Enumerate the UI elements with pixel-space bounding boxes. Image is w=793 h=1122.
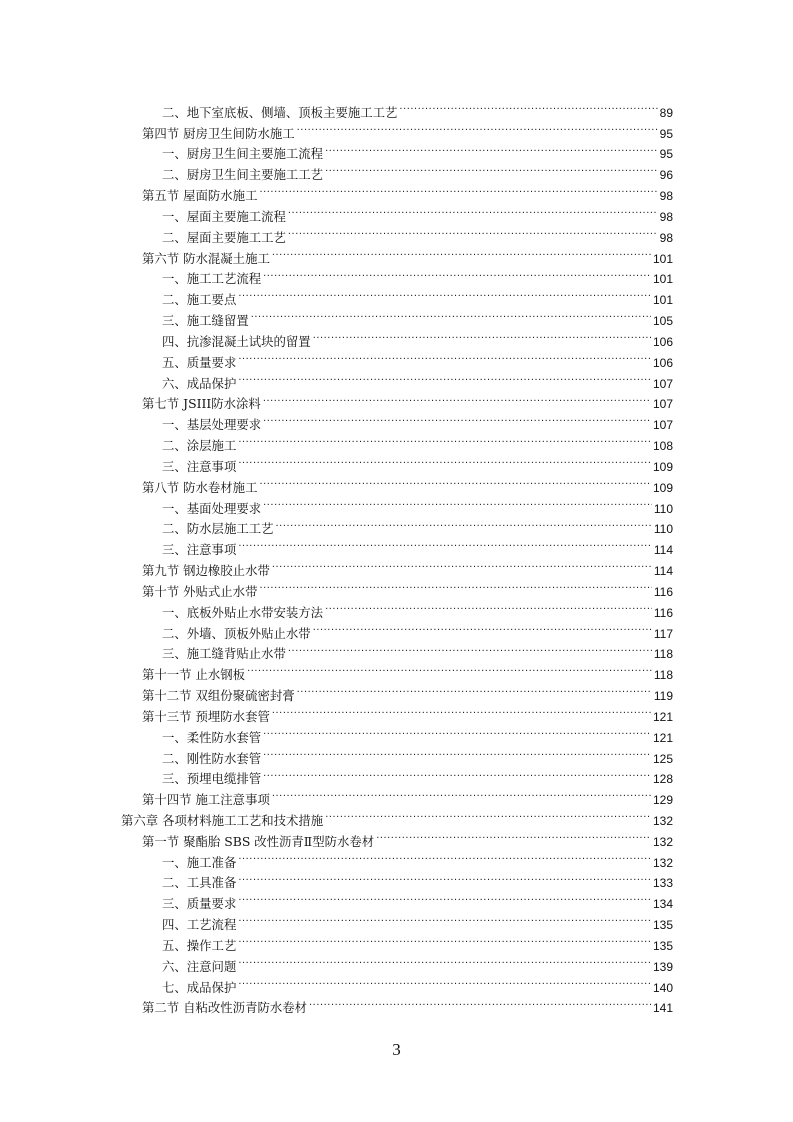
toc-entry-title: 五、质量要求	[162, 354, 237, 370]
toc-entry-page: 114	[653, 543, 673, 558]
toc-leader-dots	[263, 408, 651, 429]
toc-leader-dots	[238, 283, 651, 304]
toc-leader-dots	[309, 992, 651, 1013]
toc-leader-dots	[238, 929, 651, 950]
toc-entry-title: 二、工具准备	[162, 875, 237, 891]
toc-entry-title: 四、抗渗混凝土试块的留置	[162, 333, 311, 349]
toc-leader-dots	[238, 846, 651, 867]
toc-entry[interactable]	[0, 658, 793, 683]
toc-entry-title: 三、施工缝留置	[162, 313, 249, 329]
toc-entry-title: 第九节 钢边橡胶止水带	[142, 563, 270, 579]
toc-entry-page: 139	[652, 959, 673, 974]
toc-leader-dots	[238, 429, 651, 450]
toc-entry-page: 117	[653, 626, 673, 641]
toc-leader-dots	[238, 887, 651, 908]
toc-entry-page: 96	[659, 168, 673, 183]
toc-entry[interactable]	[0, 221, 793, 245]
toc-entry[interactable]	[0, 554, 793, 579]
toc-entry-title: 五、操作工艺	[162, 937, 237, 953]
toc-leader-dots	[263, 742, 651, 763]
toc-entry-page: 118	[653, 668, 673, 683]
toc-entry-title: 一、屋面主要施工流程	[162, 208, 286, 224]
toc-entry[interactable]	[0, 471, 793, 495]
toc-leader-dots	[325, 596, 652, 617]
toc-entry-page: 114	[653, 564, 673, 579]
toc-entry-title: 四、工艺流程	[162, 917, 237, 933]
toc-entry-page: 89	[659, 105, 673, 120]
toc-entry[interactable]	[0, 450, 793, 474]
toc-entry-page: 121	[652, 709, 673, 724]
toc-entry-page: 109	[652, 480, 673, 495]
toc-entry-page: 109	[652, 459, 673, 474]
toc-entry[interactable]	[0, 325, 793, 349]
toc-entry-page: 125	[652, 751, 673, 766]
toc-entry[interactable]	[0, 763, 793, 787]
toc-leader-dots	[376, 825, 651, 846]
toc-entry-page: 118	[653, 647, 673, 662]
toc-entry-title: 第二节 自粘改性沥青防水卷材	[142, 1000, 308, 1016]
toc-entry-title: 三、质量要求	[162, 896, 237, 912]
toc-leader-dots	[263, 763, 651, 784]
toc-entry-page: 135	[652, 918, 673, 933]
toc-leader-dots	[399, 96, 657, 117]
toc-entry-page: 140	[652, 980, 673, 995]
toc-entry-page: 101	[652, 272, 673, 287]
toc-entry-page: 119	[653, 689, 673, 704]
toc-leader-dots	[238, 367, 651, 388]
toc-entry-page: 95	[659, 126, 673, 141]
toc-entry-line	[142, 992, 673, 1020]
toc-leader-dots	[263, 492, 652, 513]
toc-leader-dots	[238, 867, 651, 888]
toc-entry-title: 二、外墙、顶板外贴止水带	[162, 625, 311, 641]
toc-entry-page: 110	[653, 522, 673, 537]
toc-entry[interactable]	[0, 679, 793, 704]
toc-entry-page: 107	[652, 418, 673, 433]
toc-leader-dots	[259, 471, 651, 492]
toc-leader-dots	[325, 158, 658, 179]
toc-entry-page: 107	[652, 397, 673, 412]
toc-entry-title: 第六节 防水混凝土施工	[142, 250, 270, 266]
toc-entry-title: 六、注意问题	[162, 958, 237, 974]
toc-entry-page: 101	[652, 251, 673, 266]
toc-entry-page: 133	[652, 876, 673, 891]
toc-entry[interactable]	[0, 596, 793, 620]
toc-entry[interactable]	[0, 96, 793, 120]
toc-entry-page: 106	[652, 334, 673, 349]
toc-entry-title: 二、涂层施工	[162, 438, 237, 454]
toc-leader-dots	[272, 242, 651, 263]
toc-entry[interactable]	[0, 887, 793, 912]
toc-entry-title: 二、刚性防水套管	[162, 750, 262, 766]
toc-entry-page: 134	[652, 897, 673, 912]
toc-entry[interactable]	[0, 804, 793, 828]
toc-entry[interactable]	[0, 992, 793, 1016]
page-number: 3	[392, 1040, 401, 1059]
toc-entry-title: 第四节 厨房卫生间防水施工	[142, 125, 295, 141]
toc-entry-title: 第一节 聚酯胎 SBS 改性沥青Ⅱ型防水卷材	[142, 833, 375, 849]
toc-leader-dots	[263, 388, 651, 409]
toc-entry[interactable]	[0, 429, 793, 454]
toc-entry[interactable]	[0, 846, 793, 870]
toc-leader-dots	[259, 575, 651, 596]
toc-entry-title: 二、施工要点	[162, 292, 237, 308]
toc-entry-page: 132	[652, 813, 673, 828]
toc-leader-dots	[297, 679, 652, 700]
toc-entry[interactable]	[0, 138, 793, 162]
toc-entry-title: 六、成品保护	[162, 375, 237, 391]
toc-entry[interactable]	[0, 283, 793, 308]
toc-entry-title: 第八节 防水卷材施工	[142, 479, 258, 495]
toc-entry[interactable]	[0, 242, 793, 266]
toc-leader-dots	[325, 804, 651, 825]
toc-entry-page: 108	[652, 439, 673, 454]
toc-entry-page: 121	[652, 730, 673, 745]
toc-leader-dots	[238, 971, 651, 992]
toc-entry[interactable]	[0, 158, 793, 183]
toc-entry-page: 110	[653, 501, 673, 516]
toc-entry[interactable]	[0, 367, 793, 391]
toc-leader-dots	[247, 658, 652, 679]
toc-entry-page: 98	[659, 230, 673, 245]
toc-entry[interactable]	[0, 388, 793, 412]
toc-entry-page: 98	[659, 189, 673, 204]
toc-entry-page: 98	[659, 209, 673, 224]
toc-leader-dots	[288, 638, 652, 659]
toc-entry-title: 一、基面处理要求	[162, 500, 262, 516]
toc-leader-dots	[238, 346, 651, 367]
toc-entry-page: 132	[652, 834, 673, 849]
toc-leader-dots	[272, 700, 651, 721]
toc-entry[interactable]	[0, 200, 793, 224]
toc-entry[interactable]	[0, 575, 793, 599]
toc-entry-title: 第十一节 止水钢板	[142, 667, 246, 683]
toc-leader-dots	[313, 617, 652, 638]
toc-leader-dots	[238, 450, 651, 471]
table-of-contents	[0, 96, 793, 1016]
toc-entry-title: 一、厨房卫生间主要施工流程	[162, 146, 324, 162]
toc-leader-dots	[297, 117, 658, 138]
toc-entry-title: 二、厨房卫生间主要施工工艺	[162, 167, 324, 183]
toc-entry[interactable]	[0, 533, 793, 558]
toc-entry-page: 116	[653, 605, 673, 620]
toc-leader-dots	[288, 200, 658, 221]
toc-entry-page: 106	[652, 355, 673, 370]
toc-entry[interactable]	[0, 908, 793, 933]
toc-entry[interactable]	[0, 867, 793, 891]
toc-entry[interactable]	[0, 700, 793, 724]
toc-entry[interactable]	[0, 492, 793, 516]
toc-entry-page: 105	[652, 314, 673, 329]
toc-entry[interactable]	[0, 346, 793, 370]
toc-leader-dots	[288, 221, 658, 242]
toc-entry-page: 129	[652, 793, 673, 808]
toc-leader-dots	[238, 908, 651, 929]
toc-leader-dots	[238, 950, 651, 971]
toc-entry[interactable]	[0, 304, 793, 329]
toc-entry[interactable]	[0, 825, 793, 849]
toc-entry-page: 135	[652, 938, 673, 953]
toc-entry-page: 95	[659, 147, 673, 162]
toc-entry[interactable]	[0, 742, 793, 766]
toc-entry-title: 二、屋面主要施工工艺	[162, 229, 286, 245]
toc-entry-title: 第十三节 预埋防水套管	[142, 708, 270, 724]
toc-leader-dots	[272, 554, 652, 575]
toc-entry-title: 一、施工工艺流程	[162, 271, 262, 287]
toc-leader-dots	[276, 513, 652, 534]
toc-entry-title: 三、施工缝背贴止水带	[162, 646, 286, 662]
toc-entry-title: 第十四节 施工注意事项	[142, 792, 270, 808]
toc-entry[interactable]	[0, 179, 793, 204]
toc-entry-title: 一、施工准备	[162, 854, 237, 870]
toc-entry-page: 116	[653, 584, 673, 599]
toc-entry-title: 一、基层处理要求	[162, 417, 262, 433]
toc-entry[interactable]	[0, 117, 793, 141]
toc-entry-title: 二、地下室底板、侧墙、顶板主要施工工艺	[162, 104, 398, 120]
toc-entry[interactable]	[0, 638, 793, 662]
toc-entry-title: 一、柔性防水套管	[162, 729, 262, 745]
toc-entry-page: 128	[652, 772, 673, 787]
toc-leader-dots	[251, 304, 651, 325]
toc-entry[interactable]	[0, 929, 793, 953]
toc-leader-dots	[313, 325, 651, 346]
toc-entry-title: 第十节 外贴式止水带	[142, 583, 258, 599]
toc-entry-title: 三、注意事项	[162, 542, 237, 558]
toc-entry[interactable]	[0, 783, 793, 808]
toc-entry-page: 141	[652, 1001, 673, 1016]
toc-entry-title: 二、防水层施工工艺	[162, 521, 274, 537]
toc-entry-title: 一、底板外贴止水带安装方法	[162, 604, 324, 620]
toc-entry-title: 三、预埋电缆排管	[162, 771, 262, 787]
toc-entry[interactable]	[0, 971, 793, 995]
toc-entry[interactable]	[0, 721, 793, 745]
toc-entry[interactable]	[0, 263, 793, 287]
toc-leader-dots	[272, 783, 651, 804]
toc-entry-title: 第十二节 双组份聚硫密封膏	[142, 688, 295, 704]
toc-leader-dots	[263, 263, 651, 284]
toc-entry[interactable]	[0, 408, 793, 433]
toc-leader-dots	[325, 138, 658, 159]
toc-entry-title: 七、成品保护	[162, 979, 237, 995]
toc-entry-title: 第六章 各项材料施工工艺和技术措施	[121, 812, 324, 828]
toc-entry-title: 第七节 JSIII防水涂料	[142, 396, 261, 412]
toc-entry-page: 101	[652, 293, 673, 308]
toc-entry-page: 132	[652, 855, 673, 870]
toc-entry-page: 107	[652, 376, 673, 391]
toc-entry-title: 第五节 屋面防水施工	[142, 188, 258, 204]
toc-leader-dots	[263, 721, 651, 742]
toc-entry[interactable]	[0, 617, 793, 641]
toc-leader-dots	[259, 179, 657, 200]
toc-entry[interactable]	[0, 513, 793, 537]
toc-entry-title: 三、注意事项	[162, 458, 237, 474]
toc-leader-dots	[238, 533, 652, 554]
toc-entry[interactable]	[0, 950, 793, 974]
